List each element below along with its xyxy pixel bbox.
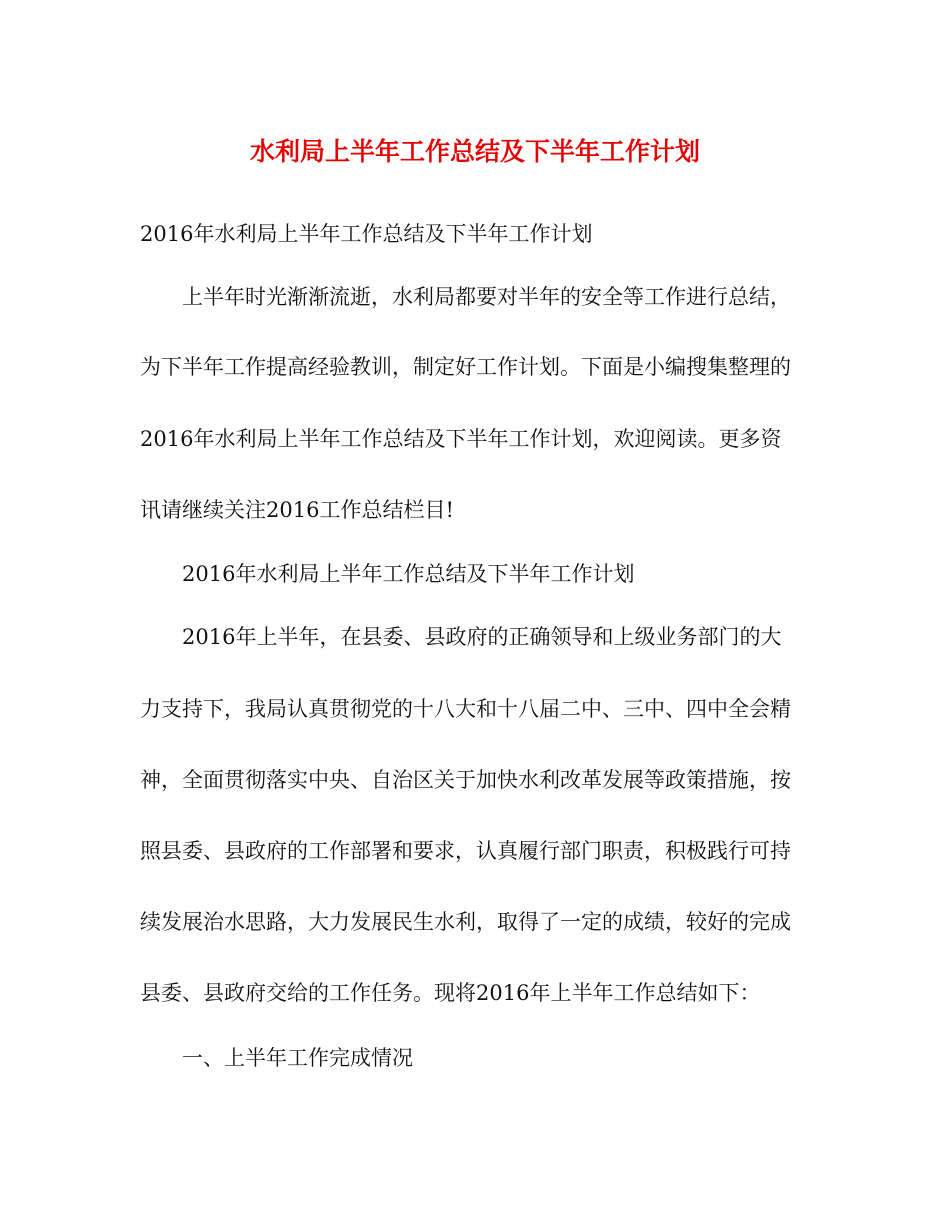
subtitle-line: 2016年水利局上半年工作总结及下半年工作计划 xyxy=(140,222,593,246)
paragraph-line: 上半年时光渐渐流逝，水利局都要对半年的安全等工作进行总结， xyxy=(182,285,791,309)
paragraph-line: 力支持下，我局认真贯彻党的十八大和十八届二中、三中、四中全会精 xyxy=(140,697,791,721)
paragraph-line: 续发展治水思路，大力发展民生水利，取得了一定的成绩，较好的完成 xyxy=(140,910,791,934)
paragraph-line: 照县委、县政府的工作部署和要求，认真履行部门职责，积极践行可持 xyxy=(140,839,791,863)
paragraph-line: 2016年上半年，在县委、县政府的正确领导和上级业务部门的大 xyxy=(182,625,782,649)
section-heading-line: 2016年水利局上半年工作总结及下半年工作计划 xyxy=(182,562,635,586)
paragraph-line: 为下半年工作提高经验教训，制定好工作计划。下面是小编搜集整理的 xyxy=(140,355,791,379)
paragraph-line: 县委、县政府交给的工作任务。现将2016年上半年工作总结如下： xyxy=(140,981,761,1005)
paragraph-line: 讯请继续关注2016工作总结栏目! xyxy=(140,498,454,522)
document-title: 水利局上半年工作总结及下半年工作计划 xyxy=(249,137,700,166)
paragraph-line: 神，全面贯彻落实中央、自治区关于加快水利改革发展等政策措施，按 xyxy=(140,768,791,792)
paragraph-line: 2016年水利局上半年工作总结及下半年工作计划，欢迎阅读。更多资 xyxy=(140,427,782,451)
section-heading-line: 一、上半年工作完成情况 xyxy=(182,1046,413,1070)
